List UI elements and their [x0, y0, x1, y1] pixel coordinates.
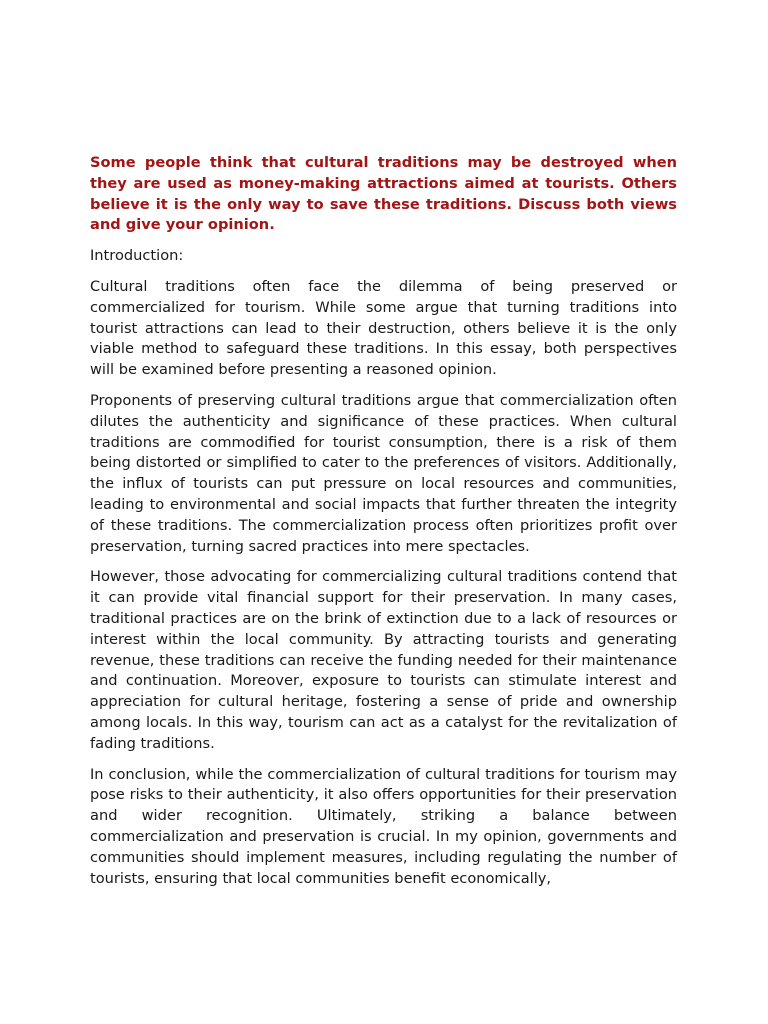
introduction-label: Introduction: [90, 247, 184, 265]
document-page [90, 153, 677, 899]
essay-prompt: Some people think that cultural traditions may be destroyed when they are used as money-making attractions aimed at tourists. Others believe it is the only way to save these traditions. Discuss both views and give your opinion. [90, 154, 677, 234]
paragraph-conclusion: In conclusion, while the commercialization of cultural traditions for tourism may pose risks to their authenticity, it also offers opportunities for their preservation and wider recognition. Ultimately, striking a balance between commercialization and preservation is crucial. In my opinion, governments and communities should implement measures, including regulating the number of tourists, ensuring that local communities benefit economically, [90, 765, 677, 887]
paragraph-view-against: Proponents of preserving cultural traditions argue that commercialization often dilutes the authenticity and significance of these practices. When cultural traditions are commodified for tourist consumption, there is a risk of them being distorted or simplified to cater to the preferences of visitors. Additionally, the influx of tourists can put pressure on local resources and communities, leading to environmental and social impacts that further threaten the integrity of these traditions. The commercialization process often prioritizes profit over preservation, turning sacred practices into mere spectacles. [90, 391, 677, 555]
paragraph-view-for: However, those advocating for commercializing cultural traditions contend that it can provide vital financial support for their preservation. In many cases, traditional practices are on the brink of extinction due to a lack of resources or interest within the local community. By attracting tourists and generating revenue, these traditions can receive the funding needed for their maintenance and continuation. Moreover, exposure to tourists can stimulate interest and appreciation for cultural heritage, fostering a sense of pride and ownership among locals. In this way, tourism can act as a catalyst for the revitalization of fading traditions. [90, 568, 677, 752]
paragraph-introduction: Cultural traditions often face the dilemma of being preserved or commercialized for tourism. While some argue that turning traditions into tourist attractions can lead to their destruction, others believe it is the only viable method to safeguard these traditions. In this essay, both perspectives will be examined before presenting a reasoned opinion. [90, 277, 677, 379]
